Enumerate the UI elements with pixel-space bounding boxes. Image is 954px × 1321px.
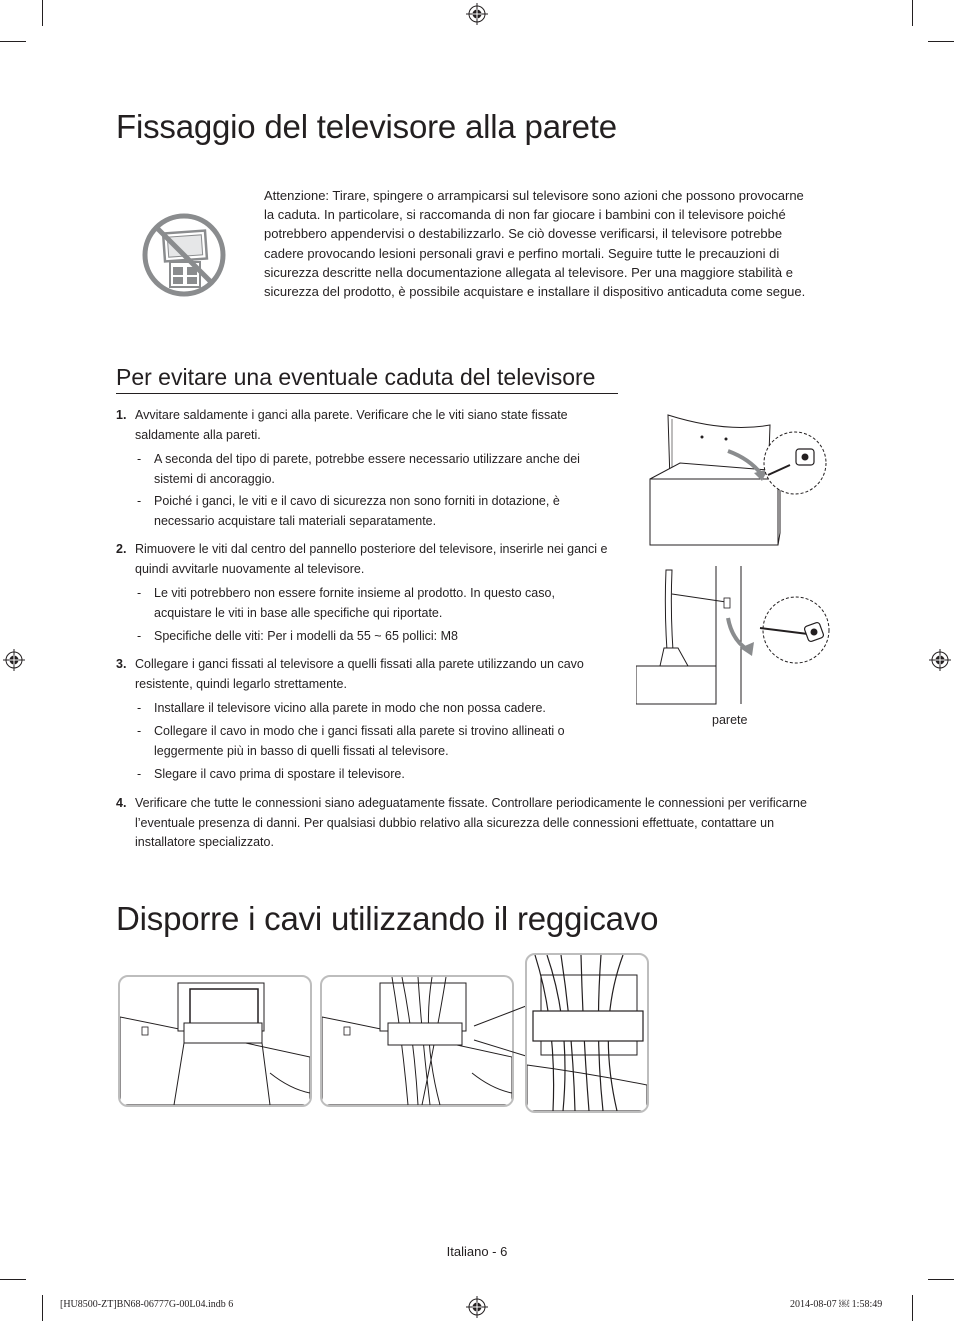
note-text: Collegare il cavo in modo che i ganci fissati alla parete si trovino allineati o leggermente più in basso di quelli fissati al televisore. xyxy=(154,724,565,758)
wall-label: parete xyxy=(712,713,748,727)
list-item xyxy=(116,794,828,854)
dash-bullet: - xyxy=(137,452,142,466)
dash-bullet: - xyxy=(137,724,142,738)
section-title: Disporre i cavi utilizzando il reggicavo xyxy=(116,900,659,937)
dash-bullet: - xyxy=(137,629,142,643)
step-text: Avvitare saldamente i ganci alla parete. Verificare che le viti siano state fissate saldamente alla pareti. xyxy=(135,408,568,442)
note-text: Installare il televisore vicino alla parete in modo che non possa cadere. xyxy=(154,701,546,715)
note-text: Poiché i ganci, le viti e il cavo di sicurezza non sono forniti in dotazione, è necessario acquistare tali materiali separatamente. xyxy=(154,494,560,528)
no-climbing-icon xyxy=(141,212,227,298)
tv-rear-hook-illustration xyxy=(640,405,830,555)
step-number: 2. xyxy=(116,542,127,556)
list-item xyxy=(137,722,607,762)
warning-text: Attenzione: Tirare, spingere o arrampicarsi sul televisore sono azioni che possono provocarne la caduta. In particolare, si raccomanda di non far giocare i bambini con il televisore poiché potrebbero appendervisi o destabilizzarlo. Se ciò dovesse verificarsi, il televisore potrebbe cadere provocando lesioni personali gravi e perfino mortali. Seguire tutte le precauzioni di sicurezza descritte nella documentazione allegata al televisore. Per una maggiore stabilità e sicurezza del prodotto, è possibile acquistare e installare il dispositivo anticaduta come segue. xyxy=(264,188,806,300)
dash-bullet: - xyxy=(137,586,142,600)
page-number: Italiano - 6 xyxy=(446,1244,508,1259)
dash-bullet: - xyxy=(137,494,142,508)
list-item xyxy=(137,627,607,647)
list-item xyxy=(116,655,616,695)
registration-mark-icon xyxy=(3,649,25,671)
registration-mark-icon xyxy=(929,649,951,671)
step-text: Collegare i ganci fissati al televisore a quelli fissati alla parete utilizzando un cavo resistente, quindi legarlo strettamente. xyxy=(135,657,584,691)
step-text: Rimuovere le viti dal centro del pannello posteriore del televisore, inserirle nei ganci e quindi avvitarle nuovamente al televisore. xyxy=(135,542,608,576)
registration-mark-icon xyxy=(466,3,488,25)
cable-holder-zoom-panel xyxy=(525,953,649,1113)
step-text: Verificare che tutte le connessioni siano adeguatamente fissate. Controllare periodicamente le connessioni per verificarne l’eventuale presenza di danni. Per qualsiasi dubbio relativo alla sicurezza delle connessioni effettuate, contattare un installatore specializzato. xyxy=(135,796,807,849)
page-title: Fissaggio del televisore alla parete xyxy=(116,108,617,145)
print-slug-right: 2014-08-07 ￼ 1:58:49 xyxy=(790,1299,883,1310)
dash-bullet: - xyxy=(137,701,142,715)
list-item xyxy=(137,765,607,785)
note-text: A seconda del tipo di parete, potrebbe essere necessario utilizzare anche dei sistemi di ancoraggio. xyxy=(154,452,580,486)
list-item xyxy=(116,540,616,580)
cable-holder-detail-illustration xyxy=(527,955,647,1111)
cable-holder-illustration xyxy=(120,977,310,1105)
registration-mark-icon xyxy=(466,1296,488,1318)
crop-mark xyxy=(0,1279,26,1280)
print-slug-left: [HU8500-ZT]BN68-06777G-00L04.indb 6 xyxy=(60,1299,234,1310)
note-text: Le viti potrebbero non essere fornite insieme al prodotto. In questo caso, acquistare le viti in base alle specifiche qui riportate. xyxy=(154,586,555,620)
tv-wall-cable-illustration xyxy=(636,566,836,706)
crop-mark xyxy=(42,0,43,26)
crop-mark xyxy=(42,1295,43,1321)
list-item xyxy=(137,450,607,490)
crop-mark xyxy=(912,1295,913,1321)
crop-mark xyxy=(928,41,954,42)
list-item xyxy=(137,492,607,532)
section-subtitle: Per evitare una eventuale caduta del televisore xyxy=(116,364,618,394)
dash-bullet: - xyxy=(137,767,142,781)
zoom-connector xyxy=(470,1000,530,1060)
list-item xyxy=(137,699,607,719)
crop-mark xyxy=(0,41,26,42)
step-number: 4. xyxy=(116,796,127,810)
list-item xyxy=(116,406,586,446)
crop-mark xyxy=(912,0,913,26)
list-item xyxy=(137,584,607,624)
note-text: Slegare il cavo prima di spostare il televisore. xyxy=(154,767,405,781)
step-number: 3. xyxy=(116,657,127,671)
crop-mark xyxy=(928,1279,954,1280)
cable-holder-panel xyxy=(118,975,312,1107)
step-number: 1. xyxy=(116,408,127,422)
note-text: Specifiche delle viti: Per i modelli da 55 ~ 65 pollici: M8 xyxy=(154,629,458,643)
